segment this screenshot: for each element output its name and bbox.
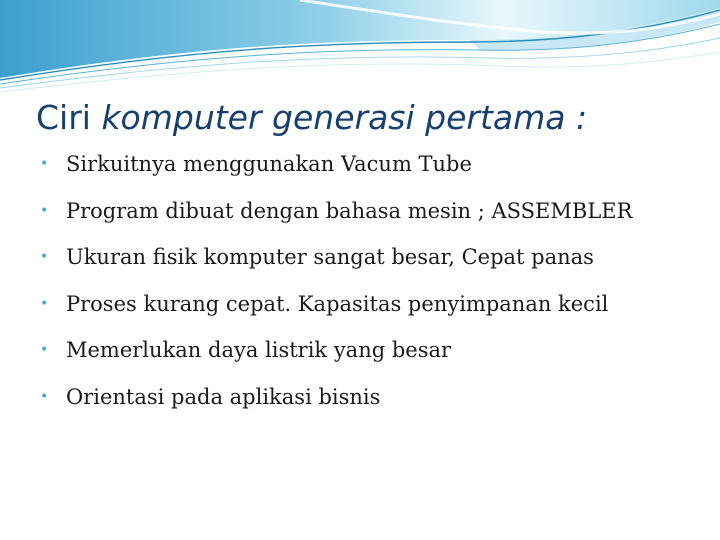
list-item (40, 338, 632, 385)
list-item (40, 245, 632, 292)
bullet-text: Ukuran fisik komputer sangat besar, Cepat panas (66, 245, 594, 269)
bullet-text: Program dibuat dengan bahasa mesin ; ASSEMBLER (66, 198, 633, 223)
slide-title-prefix: Ciri (36, 98, 102, 137)
slide-title-rest: komputer generasi pertama : (101, 98, 588, 137)
bullet-icon: • (40, 295, 49, 312)
bullet-text: Orientasi pada aplikasi bisnis (66, 384, 381, 409)
wave-header-decoration (0, 0, 720, 110)
bullet-icon: • (40, 156, 49, 172)
bullet-icon: • (40, 202, 49, 219)
list-item (40, 292, 632, 339)
bullet-icon: • (40, 342, 49, 358)
list-item (40, 385, 632, 432)
list-item (40, 152, 632, 199)
slide-title (36, 96, 587, 140)
bullet-text: Proses kurang cepat. Kapasitas penyimpanan kecil (66, 291, 609, 316)
bullet-icon: • (40, 388, 49, 405)
list-item (40, 199, 632, 246)
bullet-icon: • (40, 249, 49, 265)
bullet-text: Sirkuitnya menggunakan Vacum Tube (66, 152, 472, 176)
bullet-text: Memerlukan daya listrik yang besar (66, 338, 452, 362)
bullet-list (40, 152, 632, 431)
